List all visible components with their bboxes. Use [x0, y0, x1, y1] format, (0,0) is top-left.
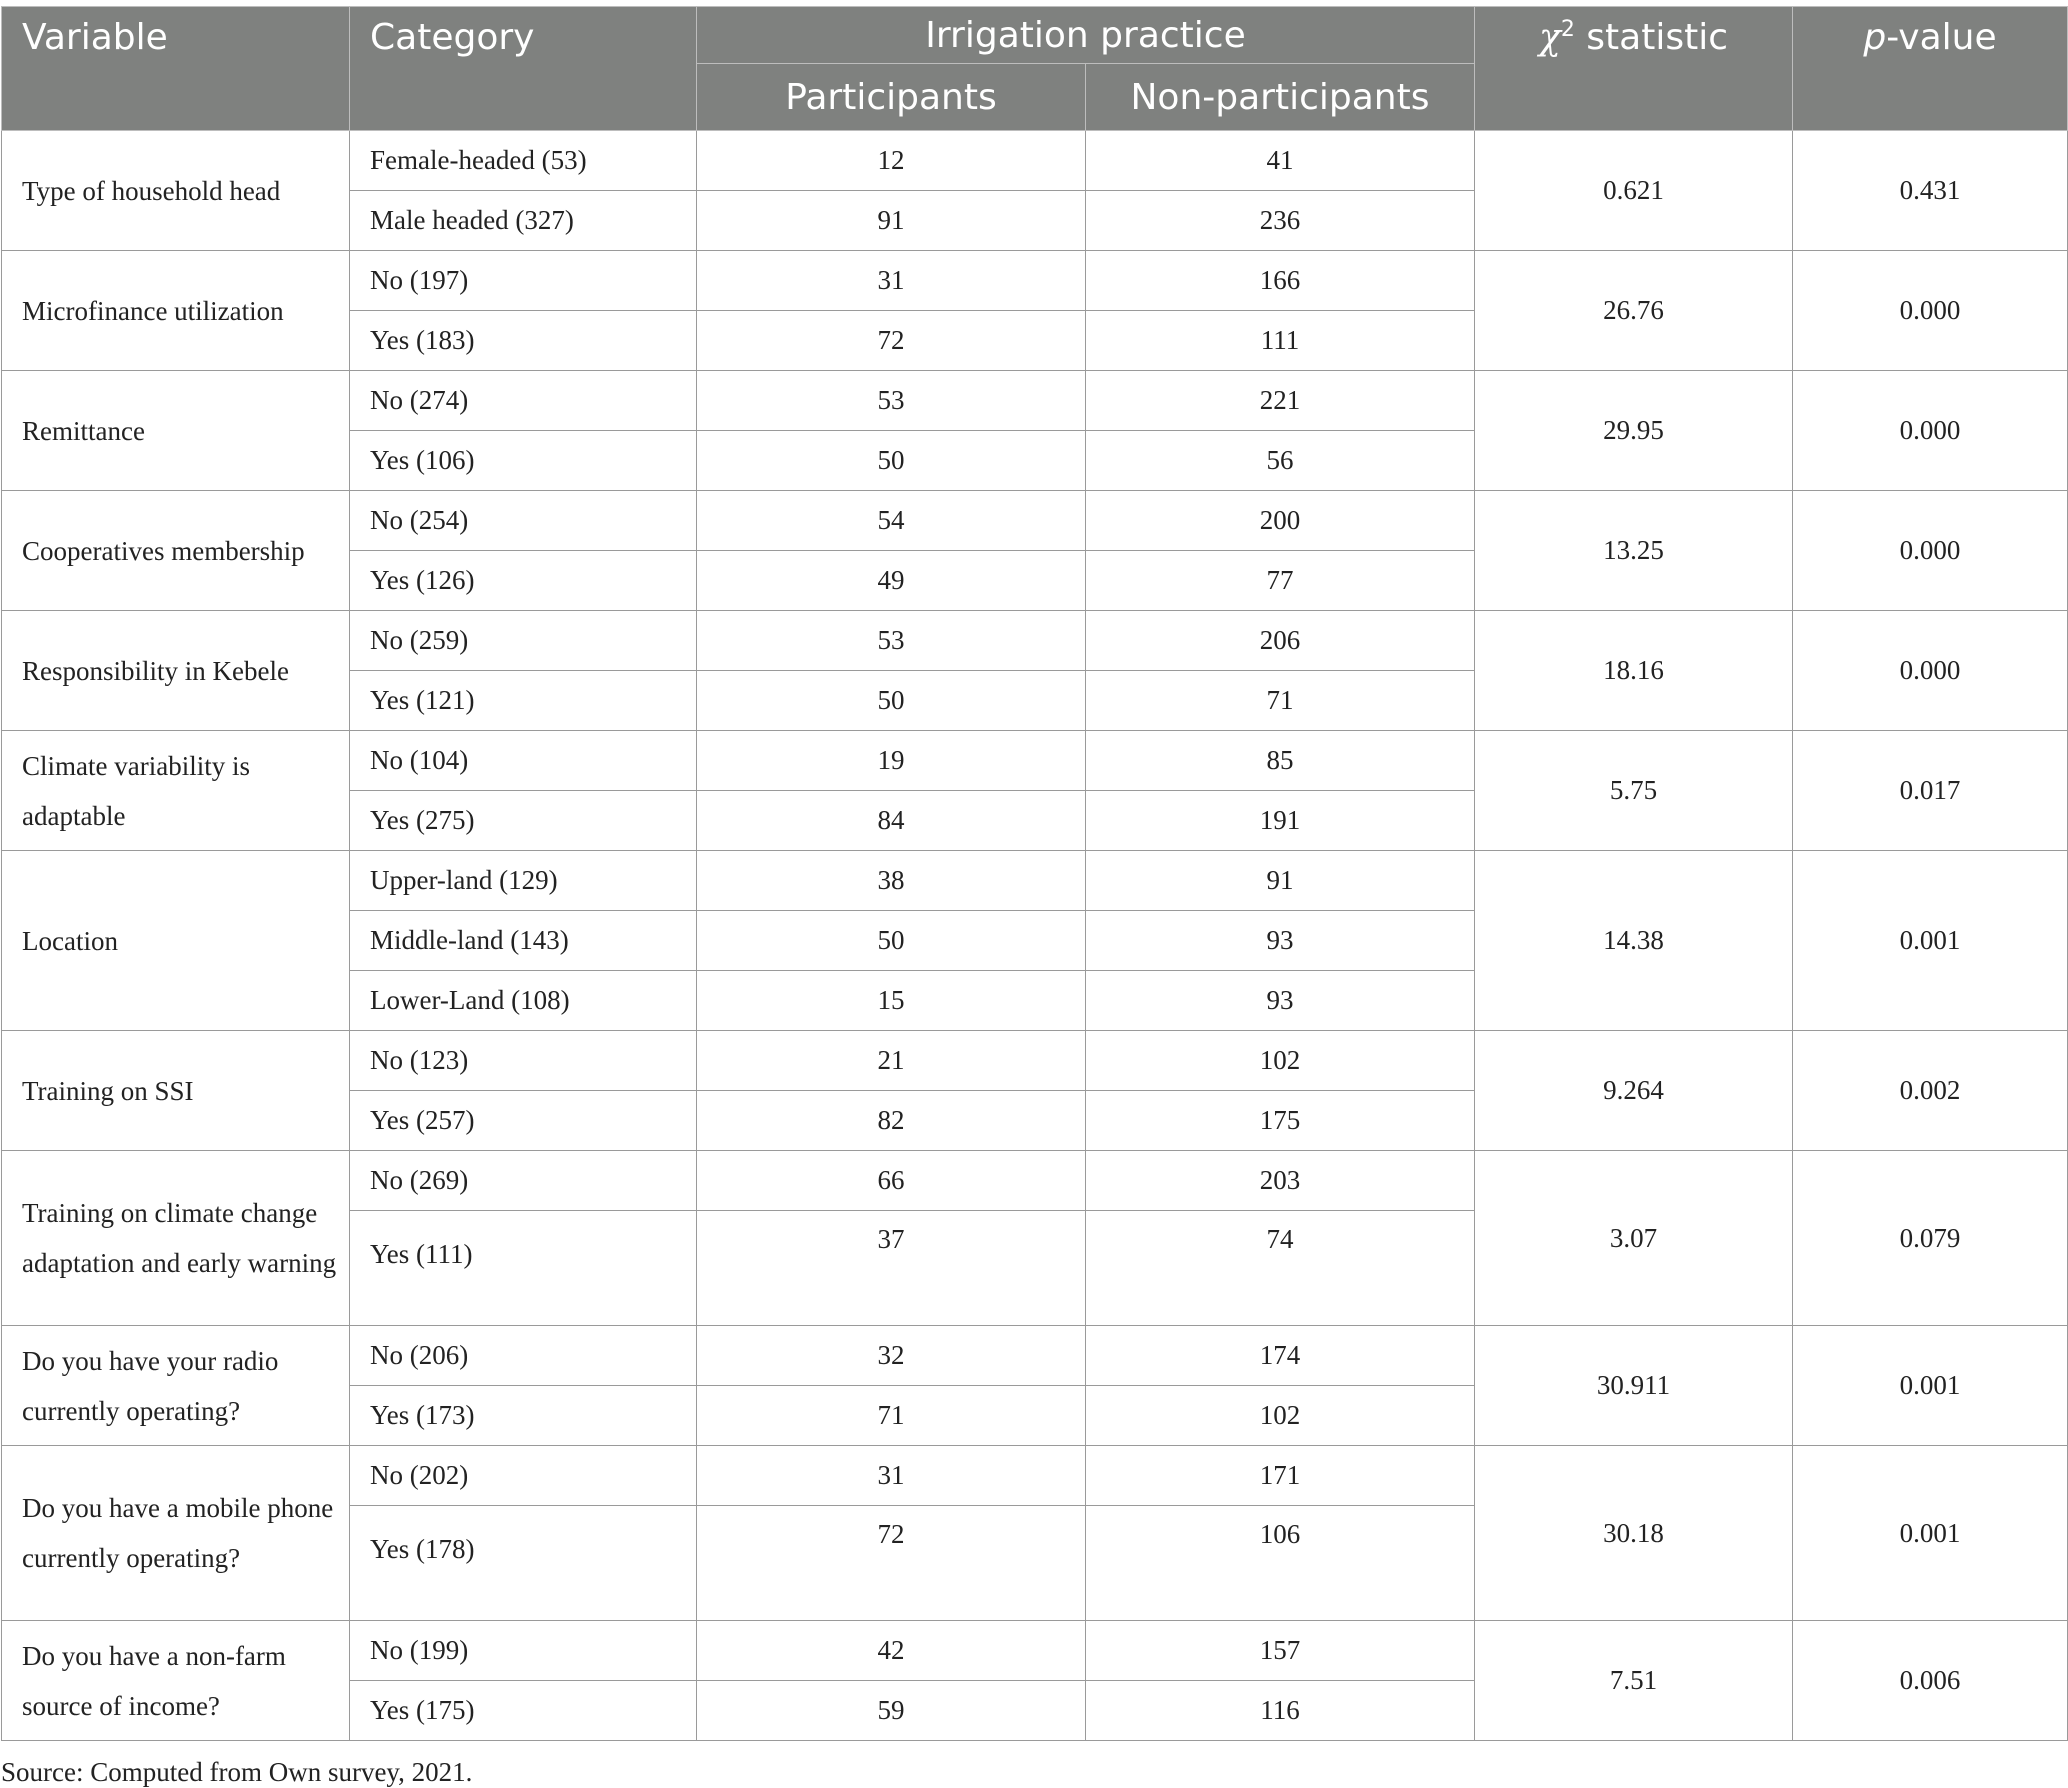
non-participants-cell: 85 — [1086, 731, 1475, 791]
participants-cell: 38 — [697, 851, 1086, 911]
chi-label: statistic — [1574, 17, 1728, 58]
category-cell: Yes (126) — [350, 551, 697, 611]
chi-square-cell: 14.38 — [1475, 851, 1793, 1031]
participants-cell: 21 — [697, 1031, 1086, 1091]
chi-square-cell: 18.16 — [1475, 611, 1793, 731]
non-participants-cell: 171 — [1086, 1446, 1475, 1506]
non-participants-cell: 221 — [1086, 371, 1475, 431]
variable-cell: Remittance — [2, 371, 350, 491]
category-cell: No (206) — [350, 1326, 697, 1386]
non-participants-cell: 200 — [1086, 491, 1475, 551]
category-cell: Yes (275) — [350, 791, 697, 851]
p-value-cell: 0.079 — [1793, 1151, 2068, 1326]
category-cell: Upper-land (129) — [350, 851, 697, 911]
participants-cell: 50 — [697, 671, 1086, 731]
chi-square-cell: 29.95 — [1475, 371, 1793, 491]
variable-cell: Do you have a non-farm source of income? — [2, 1621, 350, 1741]
table-container — [0, 6, 2068, 1788]
category-cell: No (123) — [350, 1031, 697, 1091]
category-cell: Yes (106) — [350, 431, 697, 491]
participants-cell: 15 — [697, 971, 1086, 1031]
p-value-cell: 0.000 — [1793, 371, 2068, 491]
chi-superscript: 2 — [1560, 17, 1575, 42]
participants-cell: 66 — [697, 1151, 1086, 1211]
table-row — [2, 1151, 2068, 1211]
chi-symbol: χ — [1539, 17, 1561, 58]
table-row — [2, 491, 2068, 551]
chi-square-cell: 3.07 — [1475, 1151, 1793, 1326]
chi-square-cell: 7.51 — [1475, 1621, 1793, 1741]
category-cell: No (197) — [350, 251, 697, 311]
p-letter: p — [1863, 17, 1887, 58]
non-participants-cell: 71 — [1086, 671, 1475, 731]
participants-cell: 72 — [697, 1506, 1086, 1621]
non-participants-cell: 166 — [1086, 251, 1475, 311]
chi-square-cell: 9.264 — [1475, 1031, 1793, 1151]
table-row — [2, 251, 2068, 311]
variable-cell: Type of household head — [2, 131, 350, 251]
participants-cell: 19 — [697, 731, 1086, 791]
source-note: Source: Computed from Own survey, 2021. — [1, 1757, 473, 1787]
non-participants-cell: 157 — [1086, 1621, 1475, 1681]
category-cell: Male headed (327) — [350, 191, 697, 251]
category-cell: No (254) — [350, 491, 697, 551]
non-participants-cell: 91 — [1086, 851, 1475, 911]
variable-cell: Location — [2, 851, 350, 1031]
p-value-cell: 0.431 — [1793, 131, 2068, 251]
non-participants-cell: 206 — [1086, 611, 1475, 671]
participants-cell: 54 — [697, 491, 1086, 551]
participants-cell: 59 — [697, 1681, 1086, 1741]
non-participants-cell: 102 — [1086, 1031, 1475, 1091]
table-row — [2, 611, 2068, 671]
category-cell: No (269) — [350, 1151, 697, 1211]
non-participants-cell: 175 — [1086, 1091, 1475, 1151]
non-participants-cell: 116 — [1086, 1681, 1475, 1741]
p-value-cell: 0.001 — [1793, 1446, 2068, 1621]
participants-cell: 37 — [697, 1211, 1086, 1326]
p-value-cell: 0.000 — [1793, 251, 2068, 371]
participants-cell: 71 — [697, 1386, 1086, 1446]
variable-cell: Training on SSI — [2, 1031, 350, 1151]
category-cell: No (259) — [350, 611, 697, 671]
category-cell: Middle-land (143) — [350, 911, 697, 971]
chi-square-cell: 30.911 — [1475, 1326, 1793, 1446]
variable-cell: Do you have your radio currently operating? — [2, 1326, 350, 1446]
p-value-cell: 0.000 — [1793, 611, 2068, 731]
non-participants-cell: 93 — [1086, 911, 1475, 971]
chi-square-cell: 5.75 — [1475, 731, 1793, 851]
p-value-cell: 0.000 — [1793, 491, 2068, 611]
category-cell: Yes (183) — [350, 311, 697, 371]
chi-square-cell: 13.25 — [1475, 491, 1793, 611]
variable-cell: Cooperatives membership — [2, 491, 350, 611]
non-participants-cell: 56 — [1086, 431, 1475, 491]
header-variable: Variable — [2, 7, 350, 131]
p-value-cell: 0.001 — [1793, 851, 2068, 1031]
category-cell: Lower-Land (108) — [350, 971, 697, 1031]
participants-cell: 32 — [697, 1326, 1086, 1386]
participants-cell: 91 — [697, 191, 1086, 251]
table-row — [2, 1621, 2068, 1681]
chi-square-cell: 30.18 — [1475, 1446, 1793, 1621]
table-row — [2, 1031, 2068, 1091]
participants-cell: 12 — [697, 131, 1086, 191]
chi-square-cell: 26.76 — [1475, 251, 1793, 371]
non-participants-cell: 203 — [1086, 1151, 1475, 1211]
category-cell: Yes (173) — [350, 1386, 697, 1446]
participants-cell: 53 — [697, 611, 1086, 671]
non-participants-cell: 106 — [1086, 1506, 1475, 1621]
table-row — [2, 371, 2068, 431]
participants-cell: 49 — [697, 551, 1086, 611]
participants-cell: 84 — [697, 791, 1086, 851]
category-cell: Yes (178) — [350, 1506, 697, 1621]
participants-cell: 82 — [697, 1091, 1086, 1151]
variable-cell: Responsibility in Kebele — [2, 611, 350, 731]
table-row — [2, 1446, 2068, 1506]
participants-cell: 31 — [697, 1446, 1086, 1506]
category-cell: Yes (111) — [350, 1211, 697, 1326]
non-participants-cell: 102 — [1086, 1386, 1475, 1446]
variable-cell: Training on climate change adaptation and early warning — [2, 1151, 350, 1326]
non-participants-cell: 174 — [1086, 1326, 1475, 1386]
participants-cell: 42 — [697, 1621, 1086, 1681]
header-irrigation-practice: Irrigation practice — [697, 7, 1475, 64]
non-participants-cell: 41 — [1086, 131, 1475, 191]
chi-square-table — [1, 6, 2068, 1741]
category-cell: Female-headed (53) — [350, 131, 697, 191]
non-participants-cell: 191 — [1086, 791, 1475, 851]
header-participants: Participants — [697, 64, 1086, 131]
header-category: Category — [350, 7, 697, 131]
table-row — [2, 1326, 2068, 1386]
chi-square-cell: 0.621 — [1475, 131, 1793, 251]
category-cell: No (199) — [350, 1621, 697, 1681]
variable-cell: Climate variability is adaptable — [2, 731, 350, 851]
table-header — [2, 7, 2068, 131]
participants-cell: 31 — [697, 251, 1086, 311]
table-row — [2, 851, 2068, 911]
non-participants-cell: 77 — [1086, 551, 1475, 611]
variable-cell: Microfinance utilization — [2, 251, 350, 371]
p-value-cell: 0.002 — [1793, 1031, 2068, 1151]
category-cell: No (104) — [350, 731, 697, 791]
table-body — [2, 131, 2068, 1741]
participants-cell: 72 — [697, 311, 1086, 371]
p-value-cell: 0.017 — [1793, 731, 2068, 851]
participants-cell: 50 — [697, 911, 1086, 971]
category-cell: No (274) — [350, 371, 697, 431]
non-participants-cell: 93 — [1086, 971, 1475, 1031]
p-suffix: -value — [1886, 17, 1997, 58]
participants-cell: 53 — [697, 371, 1086, 431]
category-cell: Yes (175) — [350, 1681, 697, 1741]
category-cell: No (202) — [350, 1446, 697, 1506]
non-participants-cell: 236 — [1086, 191, 1475, 251]
p-value-cell: 0.001 — [1793, 1326, 2068, 1446]
variable-cell: Do you have a mobile phone currently operating? — [2, 1446, 350, 1621]
p-value-cell: 0.006 — [1793, 1621, 2068, 1741]
category-cell: Yes (121) — [350, 671, 697, 731]
header-p-value — [1793, 7, 2068, 131]
header-non-participants: Non-participants — [1086, 64, 1475, 131]
table-row — [2, 731, 2068, 791]
table-row — [2, 131, 2068, 191]
category-cell: Yes (257) — [350, 1091, 697, 1151]
participants-cell: 50 — [697, 431, 1086, 491]
non-participants-cell: 74 — [1086, 1211, 1475, 1326]
header-chi-square — [1475, 7, 1793, 131]
non-participants-cell: 111 — [1086, 311, 1475, 371]
